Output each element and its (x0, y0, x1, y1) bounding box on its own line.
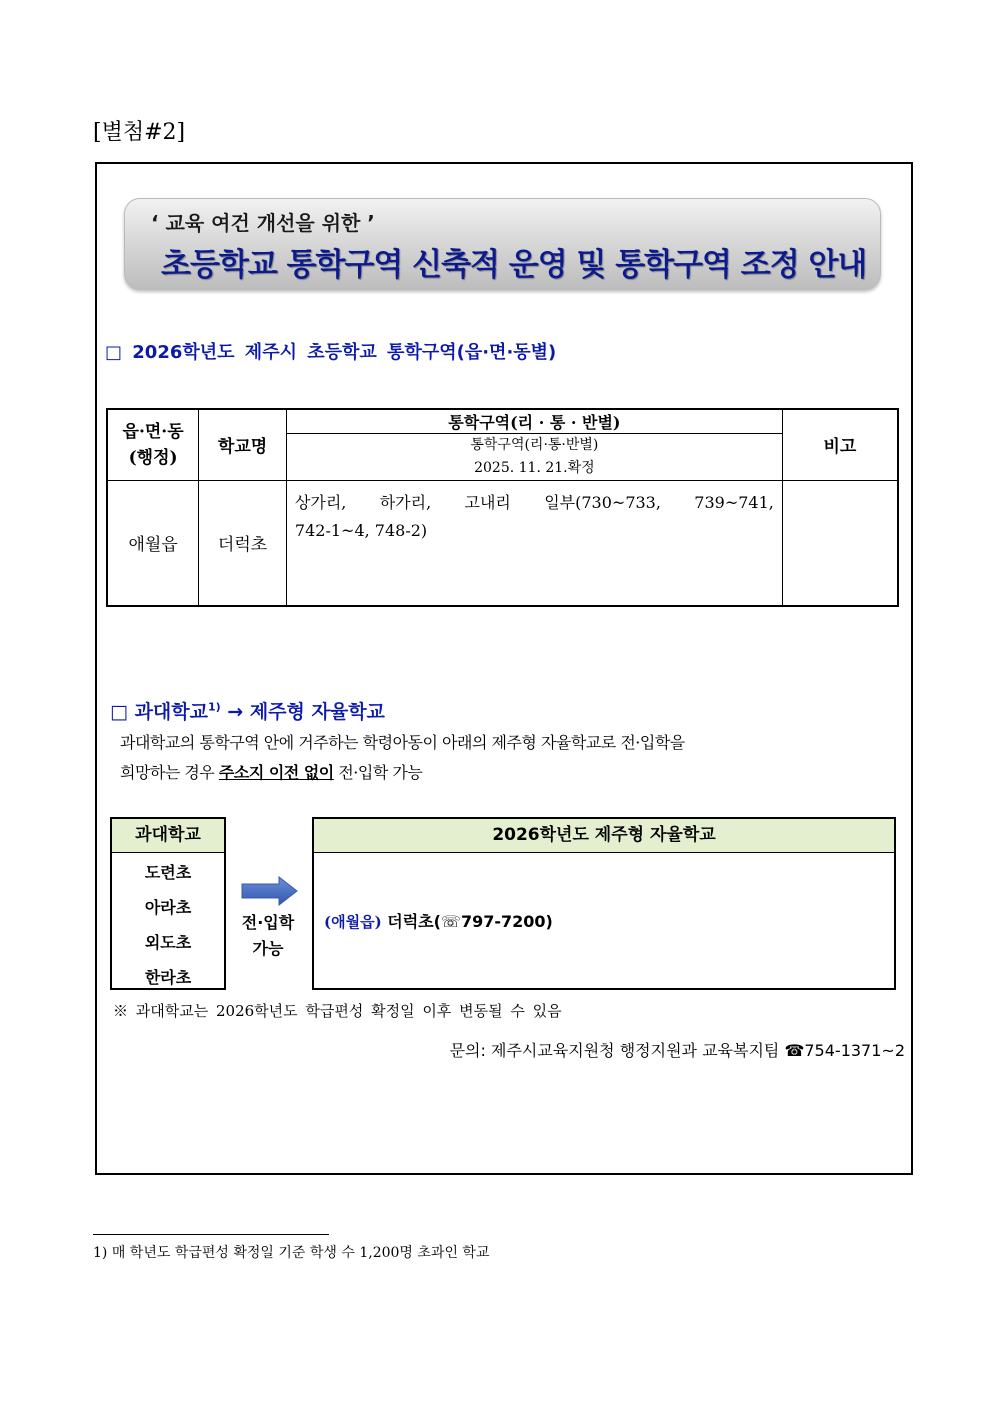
area-part: 일부(730~733, (544, 492, 661, 512)
footnote-divider (93, 1234, 329, 1235)
desc-line2-post: 전·입학 가능 (333, 763, 423, 782)
title-banner (124, 198, 881, 290)
list-item: 한라초 (144, 968, 192, 987)
header-area-sub2: 2025. 11. 21.확정 (286, 456, 782, 480)
desc-emphasis: 주소지 이전 없이 (218, 763, 334, 782)
banner-title: 초등학교 통학구역 신축적 운영 및 통학구역 조정 안내 (161, 247, 867, 283)
header-area-main: 통학구역(리 · 통 · 반별) (286, 409, 782, 434)
header-remarks: 비고 (782, 409, 898, 480)
section2-title-main: □ 과대학교 (110, 701, 208, 723)
row-region: 애월읍 (107, 480, 199, 606)
inquiry-text: 문의: 제주시교육지원청 행정지원과 교육복지팀 ☎754-1371~2 (449, 1041, 905, 1060)
attachment-label: [별첨#2] (93, 120, 186, 145)
list-item: 도련초 (144, 863, 192, 882)
area-part: 하가리, (379, 492, 432, 512)
list-item: 아라초 (144, 898, 192, 917)
content-frame (95, 162, 913, 1175)
transfer-label-line2: 가능 (252, 939, 284, 958)
autonomous-header: 2026학년도 제주형 자율학교 (314, 819, 894, 853)
autonomous-schools-box (312, 817, 896, 990)
footnote-text: 1) 매 학년도 학급편성 확정일 기준 학생 수 1,200명 초과인 학교 (93, 1245, 490, 1261)
section2-title-rest: → 제주형 자율학교 (220, 701, 385, 723)
desc-line2-pre: 희망하는 경우 (120, 763, 219, 782)
row-area-line1 (295, 489, 774, 517)
list-item: 외도초 (144, 933, 192, 952)
district-table (106, 408, 899, 607)
row-area-line2: 742-1~4, 748-2) (294, 520, 428, 540)
large-schools-box (110, 817, 226, 990)
row-remarks (782, 480, 898, 606)
header-region-line2: (행정) (128, 447, 178, 468)
autonomous-school-item (324, 909, 553, 932)
table-row (107, 480, 898, 606)
area-part: 상가리, (294, 492, 347, 512)
header-school: 학교명 (199, 409, 287, 480)
banner-subtitle: ‘ 교육 여건 개선을 위한 ’ (151, 211, 375, 235)
large-schools-header: 과대학교 (112, 819, 224, 853)
section2-title (110, 697, 385, 724)
footnote-mark: 1) (207, 700, 221, 714)
header-area-sub1: 통학구역(리·통·반별) (286, 434, 782, 457)
transfer-label (238, 910, 298, 962)
desc-line2 (120, 758, 685, 788)
row-area (286, 480, 782, 606)
section1-title: □ 2026학년도 제주시 초등학교 통학구역(읍·면·동별) (105, 342, 557, 363)
autonomous-region: (애월읍) (324, 913, 382, 931)
desc-line1: 과대학교의 통학구역 안에 거주하는 학령아동이 아래의 제주형 자율학교로 전·입학을 (120, 733, 685, 752)
header-region-line1: 읍·면·동 (122, 421, 184, 442)
header-region (107, 409, 199, 480)
section2-description (120, 728, 685, 788)
area-part: 고내리 (464, 492, 511, 512)
note-text: ※ 과대학교는 2026학년도 학급편성 확정일 이후 변동될 수 있음 (113, 1002, 562, 1020)
row-school: 더럭초 (199, 480, 287, 606)
area-part: 739~741, (694, 492, 774, 512)
arrow-right-icon (241, 876, 299, 906)
autonomous-school: 더럭초(☏797-7200) (387, 912, 553, 931)
transfer-label-line1: 전·입학 (241, 913, 295, 932)
